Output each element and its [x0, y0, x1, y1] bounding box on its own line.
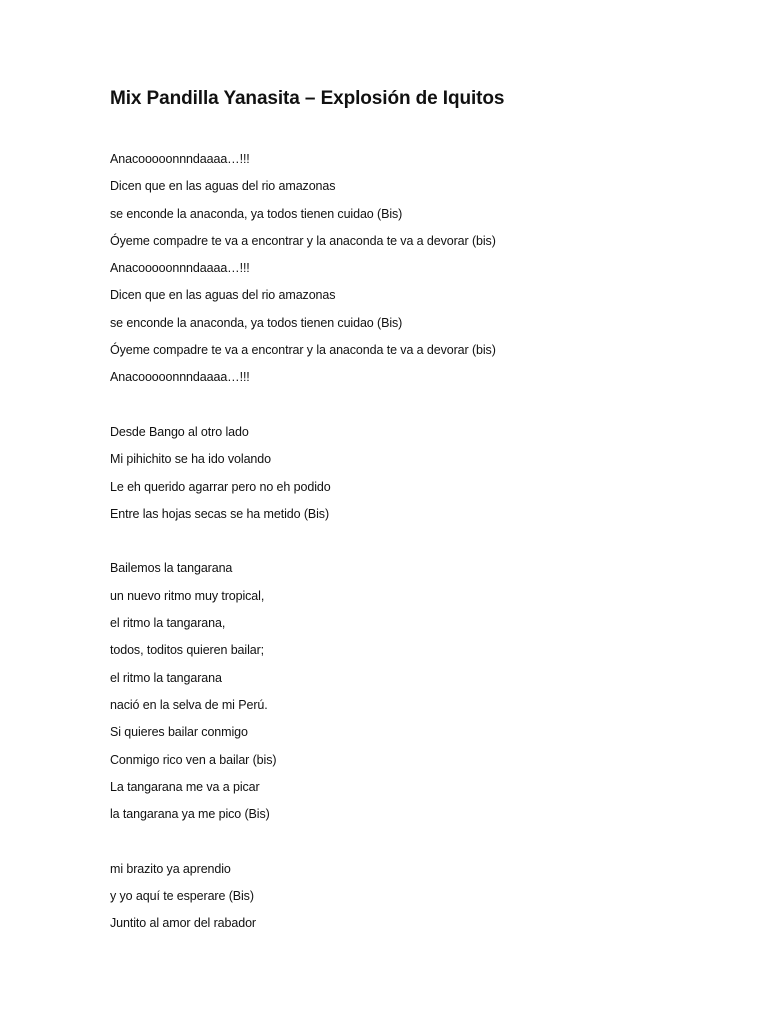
lyric-line: Dicen que en las aguas del rio amazonas — [110, 179, 336, 194]
page-title: Mix Pandilla Yanasita – Explosión de Iquitos — [110, 88, 505, 109]
lyric-line: se enconde la anaconda, ya todos tienen cuidao (Bis) — [110, 206, 403, 221]
lyric-line: Anacooooonnndaaaa…!!! — [110, 261, 250, 276]
lyric-line: Entre las hojas secas se ha metido (Bis) — [110, 506, 330, 521]
lyric-line: Desde Bango al otro lado — [110, 424, 249, 439]
lyric-line: y yo aquí te esperare (Bis) — [110, 889, 254, 904]
stanza-gap — [110, 828, 710, 855]
lyric-line: Le eh querido agarrar pero no eh podido — [110, 479, 331, 494]
lyric-line: un nuevo ritmo muy tropical, — [110, 588, 265, 603]
lyric-line: Bailemos la tangarana — [110, 561, 233, 576]
lyric-line: Dicen que en las aguas del rio amazonas — [110, 288, 336, 303]
lyric-line: la tangarana ya me pico (Bis) — [110, 807, 270, 822]
lyric-line: Mi pihichito se ha ido volando — [110, 452, 271, 467]
lyrics-body — [110, 146, 710, 938]
lyric-line: se enconde la anaconda, ya todos tienen cuidao (Bis) — [110, 315, 403, 330]
lyric-line: el ritmo la tangarana, — [110, 616, 226, 631]
lyric-line: Conmigo rico ven a bailar (bis) — [110, 752, 277, 767]
lyric-line: Anacooooonnndaaaa…!!! — [110, 152, 250, 166]
lyric-line: La tangarana me va a picar — [110, 779, 260, 794]
stanza-gap — [110, 528, 710, 555]
lyric-line: el ritmo la tangarana — [110, 670, 222, 685]
lyric-line: Óyeme compadre te va a encontrar y la anaconda te va a devorar (bis) — [110, 343, 496, 358]
lyric-line: Si quieres bailar conmigo — [110, 725, 248, 740]
lyric-line: todos, toditos quieren bailar; — [110, 643, 265, 658]
lyric-line: Óyeme compadre te va a encontrar y la anaconda te va a devorar (bis) — [110, 233, 496, 248]
lyric-line: Juntito al amor del rabador — [110, 916, 256, 931]
stanza-gap — [110, 392, 710, 419]
lyric-line: mi brazito ya aprendio — [110, 861, 231, 876]
lyric-line: nació en la selva de mi Perú. — [110, 697, 268, 712]
lyric-line: Anacooooonnndaaaa…!!! — [110, 370, 250, 385]
